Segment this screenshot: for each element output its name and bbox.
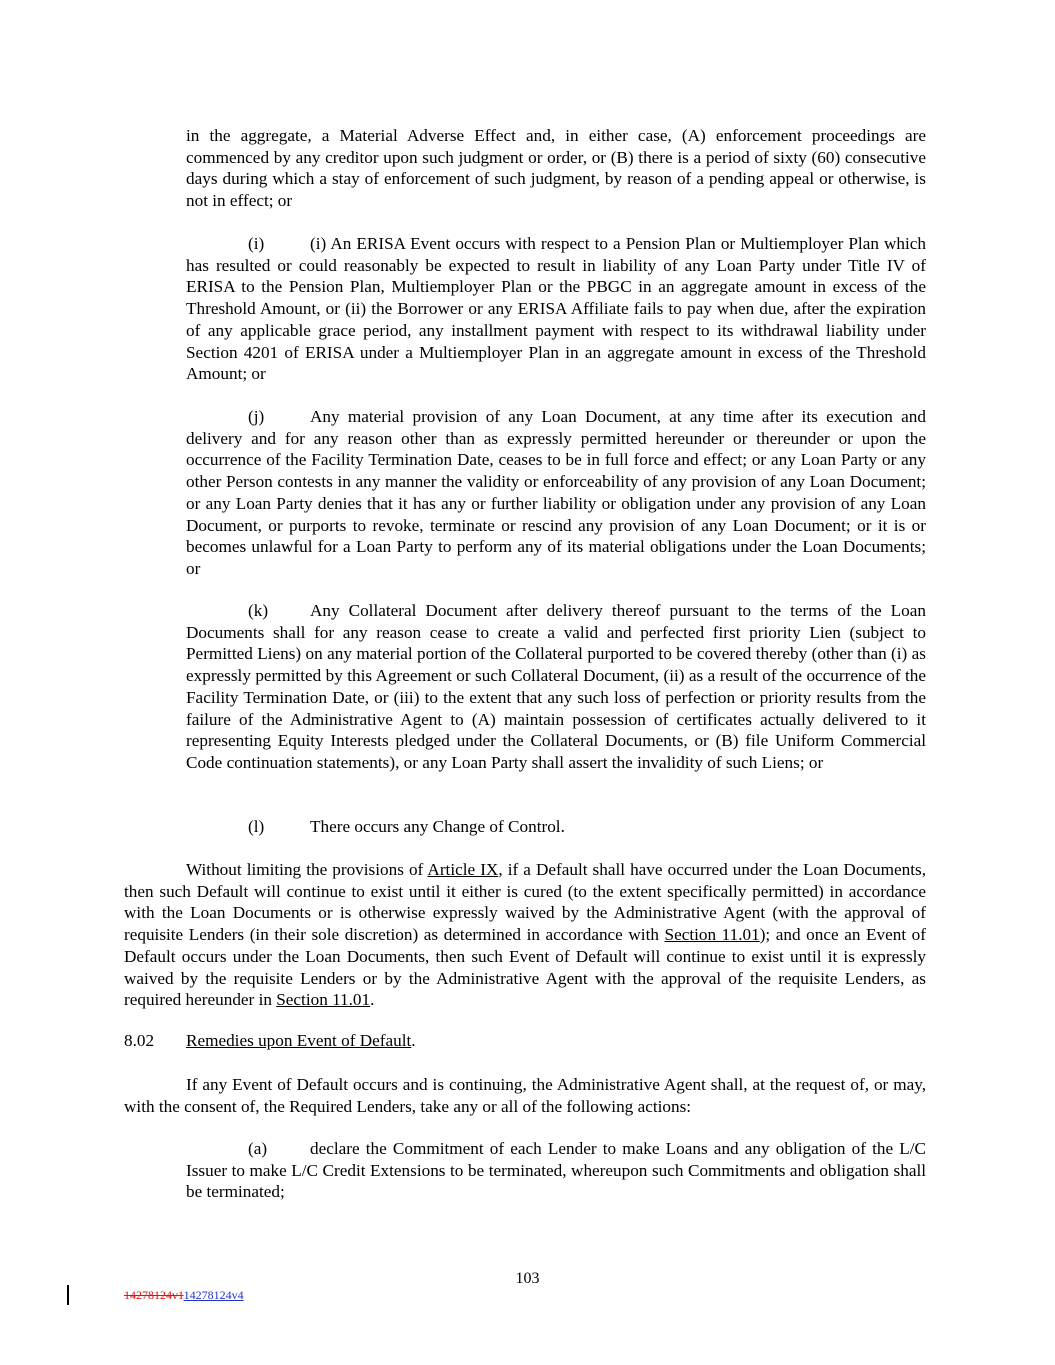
section-title-period: . — [411, 1031, 416, 1050]
text-run: ); and once an Event of Default occurs under the Loan Documents, then such Event of Default will continue to exist until it is expressly waived by the requisite Lenders or by the Administrative Agent with the approval of the requisite Lenders, as required hereunder in — [124, 925, 926, 1010]
paragraph-continuation: in the aggregate, a Material Adverse Effect and, in either case, (A) enforcement proceedings are commenced by any creditor upon such judgment or order, or (B) there is a period of sixty (60) consecutive days during which a stay of enforcement of such judgment, by reason of a pending appeal or otherwise, is not in effect; or — [186, 126, 926, 211]
clause-label-i: (i) — [248, 234, 265, 253]
section-heading-8-02 — [124, 1030, 416, 1052]
doc-id-deleted: 14278124v1 — [124, 1288, 184, 1302]
clause-label-j: (j) — [248, 407, 265, 426]
clause-label-a: (a) — [248, 1139, 268, 1158]
text-run: Without limiting the provisions of — [186, 860, 428, 879]
paragraph-k — [186, 600, 926, 774]
paragraph-j — [186, 406, 926, 580]
paragraph-without-limiting — [124, 859, 926, 1011]
clause-text-k: Any Collateral Document after delivery thereof pursuant to the terms of the Loan Documents shall for any reason cease to create a valid and perfected first priority Lien (subject to Permitted Liens) on any material portion of the Collateral purported to be covered thereby (other than (i) as expressly permitted by this Agreement or such Collateral Document, (ii) as a result of the occurrence of the Facility Termination Date, or (iii) to the extent that any such loss of perfection or priority results from the failure of the Administrative Agent to (A) maintain possession of certificates actually delivered to it representing Equity Interests pledged under the Collateral Documents, or (B) file Uniform Commercial Code continuation statements), or any Loan Party shall assert the invalidity of such Liens; or — [186, 601, 926, 772]
page-number: 103 — [515, 1270, 540, 1287]
text-run: . — [370, 990, 375, 1010]
clause-text-i: (i) An ERISA Event occurs with respect to a Pension Plan or Multiemployer Plan which has resulted or could reasonably be expected to result in liability of any Loan Party under Title IV of ERISA to the Pension Plan, Multiemployer Plan or the PBGC in an aggregate amount in excess of the Threshold Amount, or (ii) the Borrower or any ERISA Affiliate fails to pay when due, after the expiration of any applicable grace period, any installment payment with respect to its withdrawal liability under Section 4201 of ERISA under a Multiemployer Plan in an aggregate amount in excess of the Threshold Amount; or — [186, 234, 926, 384]
clause-text-l: There occurs any Change of Control. — [310, 817, 565, 836]
clause-label-k: (k) — [248, 601, 269, 620]
section-title: Remedies upon Event of Default — [186, 1031, 412, 1050]
link-section-11-01-second[interactable]: Section 11.01 — [276, 990, 371, 1010]
doc-id-inserted: 14278124v4 — [183, 1288, 244, 1302]
paragraph-if-any-event: If any Event of Default occurs and is continuing, the Administrative Agent shall, at the request of, or may, with the consent of, the Required Lenders, take any or all of the following actions: — [124, 1075, 926, 1116]
clause-label-l: (l) — [248, 817, 265, 836]
link-section-11-01[interactable]: Section 11.01 — [664, 925, 760, 945]
section-number: 8.02 — [124, 1031, 155, 1050]
clause-text-a: declare the Commitment of each Lender to make Loans and any obligation of the L/C Issuer to make L/C Credit Extensions to be terminated, whereupon such Commitments and obligation shall be terminated; — [186, 1139, 926, 1202]
paragraph-a — [186, 1138, 926, 1203]
document-id — [124, 1288, 244, 1302]
paragraph-l — [186, 816, 926, 838]
clause-text-j: Any material provision of any Loan Document, at any time after its execution and delivery and for any reason other than as expressly permitted hereunder or thereunder or upon the occurrence of the Facility Termination Date, ceases to be in full force and effect; or any Loan Party or any other Person contests in any manner the validity or enforceability of any provision of any Loan Document; or any Loan Party denies that it has any or further liability or obligation under any provision of any Loan Document, or purports to revoke, terminate or rescind any provision of any Loan Document; or it is or becomes unlawful for a Loan Party to perform any of its material obligations under the Loan Documents; or — [186, 407, 926, 578]
link-article-ix[interactable]: Article IX — [427, 860, 499, 879]
text-run: , if a Default shall have occurred under the Loan Documents, then such Default will continue to exist until it either is cured (to the extent specifically permitted) in accordance with the Loan Documents or is otherwise expressly waived by the Administrative Agent (with the approval of requisite Lenders (in their sole discretion) as determined in accordance with — [124, 860, 927, 945]
paragraph-i — [186, 233, 926, 385]
revision-change-bar — [67, 1285, 69, 1305]
